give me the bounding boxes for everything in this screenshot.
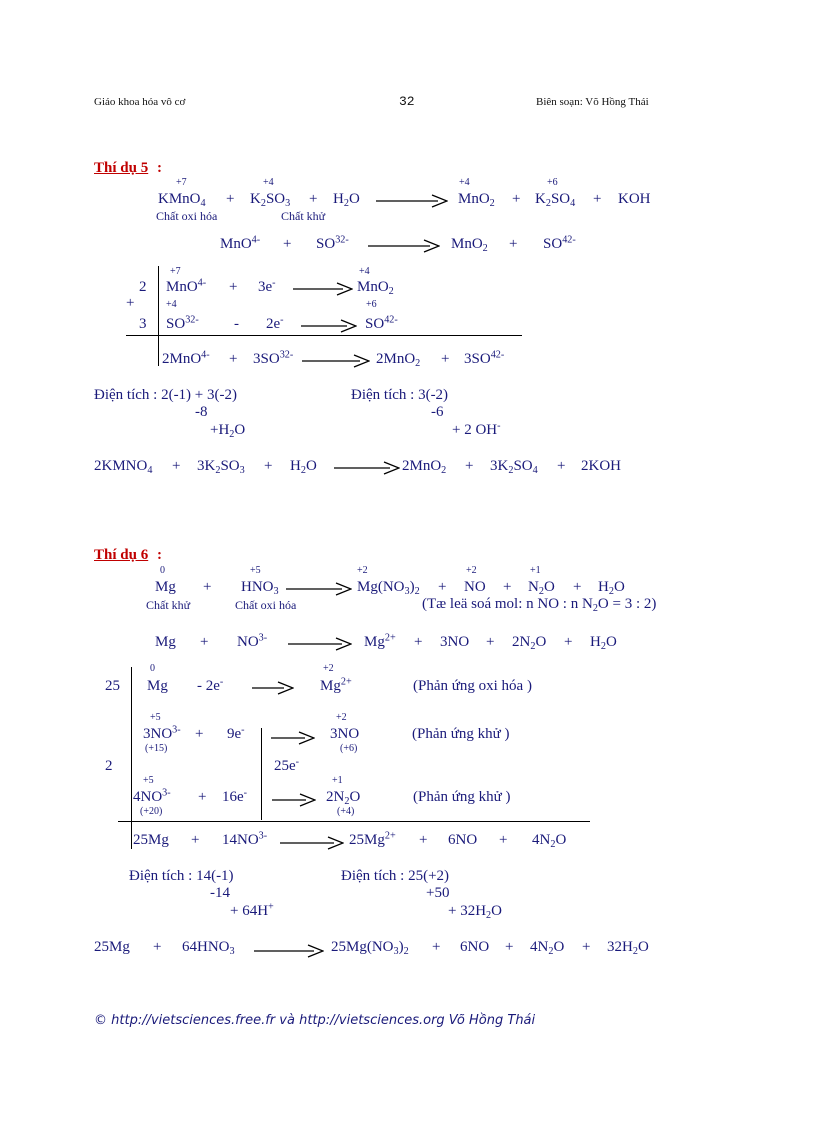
- plus: +: [153, 939, 162, 955]
- reaction-arrow: [368, 239, 440, 253]
- ion: $NO^{3-}$: [237, 632, 268, 650]
- formula: Mg: [155, 579, 176, 595]
- ox-state: +7: [170, 266, 181, 277]
- plus: +: [203, 579, 212, 595]
- formula: 25Mg: [94, 939, 130, 955]
- plus: +: [229, 351, 238, 367]
- formula: Mg: [147, 678, 168, 694]
- plus: +: [441, 351, 450, 367]
- example-6-title: Thí dụ 6: [94, 547, 149, 563]
- ox-state: +4: [359, 266, 370, 277]
- ion: $Mg^{2+}$: [364, 632, 396, 650]
- charge-value: (+6): [340, 743, 358, 754]
- ox-state: +6: [547, 177, 558, 188]
- charge-value: (+20): [140, 806, 163, 817]
- ox-state: +2: [466, 565, 477, 576]
- reaction-arrow: [334, 461, 400, 475]
- ion: $3SO^{32-}$: [253, 349, 294, 367]
- formula: $H_2O$: [290, 458, 317, 476]
- plus: +: [191, 832, 200, 848]
- ox-state: +4: [263, 177, 274, 188]
- example-6-colon: :: [157, 547, 162, 563]
- charge-left-value: -14: [210, 885, 230, 901]
- plus: +: [200, 634, 209, 650]
- charge-value: (+15): [145, 743, 168, 754]
- ox-state: +5: [143, 775, 154, 786]
- charge-right-balance: + 2 OH-: [452, 420, 501, 438]
- ion: $SO^{32-}$: [316, 234, 349, 252]
- plus: +: [465, 458, 474, 474]
- plus: +: [414, 634, 423, 650]
- electrons: 9e-: [227, 724, 245, 742]
- reaction-arrow: [302, 354, 370, 368]
- ox-state: +5: [150, 712, 161, 723]
- example-5-title: Thí dụ 5: [94, 160, 149, 176]
- formula: $3K_2SO_3$: [197, 458, 245, 476]
- plus: +: [503, 579, 512, 595]
- charge-value: (+4): [337, 806, 355, 817]
- plus: +: [509, 236, 518, 252]
- ox-state: 0: [160, 565, 165, 576]
- header-author: Biên soạn: Võ Hồng Thái: [536, 96, 649, 108]
- ion: $Mg^{2+}$: [320, 676, 352, 694]
- charge-right-label: Điện tích : 25(+2): [341, 868, 450, 884]
- plus: +: [195, 726, 204, 742]
- ox-state: 0: [150, 663, 155, 674]
- reaction-type-label: (Phản ứng khử ): [412, 726, 510, 742]
- ion: $SO^{32-}$: [166, 314, 199, 332]
- ox-state: +2: [357, 565, 368, 576]
- formula: $4N_2O$: [530, 939, 565, 957]
- ox-state: +1: [332, 775, 343, 786]
- formula: $64HNO_3$: [182, 939, 235, 957]
- electrons: - 2e-: [197, 676, 224, 694]
- formula: 2MnO$_2$: [376, 351, 421, 369]
- ion: $3SO^{42-}$: [464, 349, 505, 367]
- charge-left-balance: $+H_2O$: [210, 422, 246, 440]
- formula: 3NO: [330, 726, 360, 742]
- plus: +: [283, 236, 292, 252]
- plus: +: [557, 458, 566, 474]
- sum-divider: [118, 821, 590, 822]
- ox-state: +4: [459, 177, 470, 188]
- reaction-type-label: (Phản ứng oxi hóa ): [413, 678, 532, 694]
- formula: $4N_2O$: [532, 832, 567, 850]
- formula: $H_2O$: [598, 579, 625, 597]
- plus: +: [573, 579, 582, 595]
- plus: +: [512, 191, 521, 207]
- ion: $4NO^{3-}$: [133, 787, 171, 805]
- charge-left-value: -8: [195, 404, 208, 420]
- coefficient: 2: [139, 279, 147, 295]
- formula: $25Mg(NO_3)_2$: [331, 939, 409, 957]
- plus: +: [499, 832, 508, 848]
- reaction-arrow: [280, 836, 344, 850]
- plus: +: [198, 789, 207, 805]
- charge-left-label: Điện tích : 2(-1) + 3(-2): [94, 387, 237, 403]
- formula: MnO$_2$: [458, 191, 495, 209]
- formula: $2N_2O$: [512, 634, 547, 652]
- reaction-arrow: [286, 582, 352, 596]
- ion: MnO$^{4-}$: [166, 277, 207, 295]
- formula: $32H_2O$: [607, 939, 649, 957]
- formula: 6NO: [448, 832, 478, 848]
- example-5-colon: :: [157, 160, 162, 176]
- role-label: Chất oxi hóa: [235, 598, 297, 612]
- sum-divider: [126, 335, 522, 336]
- ion: $3NO^{3-}$: [143, 724, 181, 742]
- formula: $N_2O$: [528, 579, 555, 597]
- ion: $14NO^{3-}$: [222, 830, 268, 848]
- charge-left-label: Điện tích : 14(-1): [129, 868, 234, 884]
- plus: +: [564, 634, 573, 650]
- formula: KMnO$_4$: [158, 191, 206, 209]
- minus: -: [234, 316, 239, 332]
- plus: +: [229, 279, 238, 295]
- formula: $2KMNO_4$: [94, 458, 153, 476]
- formula: MnO$_2$: [451, 236, 488, 254]
- reaction-arrow: [376, 194, 448, 208]
- ox-state: +6: [366, 299, 377, 310]
- ion: MnO$^{4-}$: [220, 234, 261, 252]
- plus: +: [419, 832, 428, 848]
- formula: $K_2SO_4$: [535, 191, 576, 209]
- plus: +: [505, 939, 514, 955]
- page-number: 32: [399, 94, 415, 109]
- role-label: Chất khử: [146, 598, 191, 612]
- reaction-type-label: (Phản ứng khử ): [413, 789, 511, 805]
- coefficient: 25: [105, 678, 120, 694]
- plus: +: [593, 191, 602, 207]
- formula: 3NO: [440, 634, 470, 650]
- ion: $SO^{42-}$: [365, 314, 398, 332]
- formula: $HNO_3$: [241, 579, 279, 597]
- charge-left-balance: + 64H+: [230, 901, 274, 919]
- reaction-arrow: [271, 731, 315, 745]
- plus: +: [264, 458, 273, 474]
- plus: +: [126, 295, 135, 311]
- plus: +: [582, 939, 591, 955]
- mole-ratio-note: (Tæ leä soá mol: n NO : n $N_2O = 3$ : 2): [422, 596, 657, 614]
- formula: Mg: [155, 634, 176, 650]
- reaction-arrow: [252, 681, 294, 695]
- electron-bracket-line: [261, 728, 262, 820]
- formula: $2N_2O$: [326, 789, 361, 807]
- charge-right-label: Điện tích : 3(-2): [351, 387, 449, 403]
- charge-right-balance: + $32H_2O$: [448, 903, 502, 921]
- plus: +: [172, 458, 181, 474]
- ox-state: +7: [176, 177, 187, 188]
- ion: $25Mg^{2+}$: [349, 830, 396, 848]
- electrons: 16e-: [222, 787, 248, 805]
- formula: 2KOH: [581, 458, 621, 474]
- charge-right-value: +50: [426, 885, 450, 901]
- plus: +: [438, 579, 447, 595]
- plus: +: [226, 191, 235, 207]
- ox-state: +5: [250, 565, 261, 576]
- coefficient: 2: [105, 758, 113, 774]
- electron-total: 25e-: [274, 756, 300, 774]
- plus: +: [309, 191, 318, 207]
- formula: $K_2SO_3$: [250, 191, 291, 209]
- formula: NO: [464, 579, 486, 595]
- ion: 2MnO$^{4-}$: [162, 349, 210, 367]
- bracket-vertical-line: [158, 266, 159, 366]
- plus: +: [432, 939, 441, 955]
- header-book-title: Giáo khoa hóa vô cơ: [94, 96, 186, 108]
- coefficient: 3: [139, 316, 147, 332]
- reaction-arrow: [293, 282, 353, 296]
- formula: 6NO: [460, 939, 490, 955]
- ox-state: +2: [336, 712, 347, 723]
- role-label: Chất khử: [281, 209, 326, 223]
- reaction-arrow: [254, 944, 324, 958]
- formula: KOH: [618, 191, 651, 207]
- reaction-arrow: [272, 793, 316, 807]
- ox-state: +1: [530, 565, 541, 576]
- footer-copyright: © http://vietsciences.free.fr và http://vietsciences.org Võ Hồng Thái: [94, 1013, 536, 1028]
- ox-state: +2: [323, 663, 334, 674]
- formula: $H_2O$: [590, 634, 617, 652]
- formula: 25Mg: [133, 832, 169, 848]
- formula: 2MnO$_2$: [402, 458, 447, 476]
- electrons: 3e-: [258, 277, 276, 295]
- ox-state: +4: [166, 299, 177, 310]
- formula: $3K_2SO_4$: [490, 458, 538, 476]
- ion: $SO^{42-}$: [543, 234, 576, 252]
- formula: MnO$_2$: [357, 279, 394, 297]
- plus: +: [486, 634, 495, 650]
- role-label: Chất oxi hóa: [156, 209, 218, 223]
- reaction-arrow: [301, 319, 357, 333]
- reaction-arrow: [288, 637, 352, 651]
- charge-right-value: -6: [431, 404, 444, 420]
- formula: $H_2O$: [333, 191, 360, 209]
- formula: $Mg(NO_3)_2$: [357, 579, 420, 597]
- electrons: 2e-: [266, 314, 284, 332]
